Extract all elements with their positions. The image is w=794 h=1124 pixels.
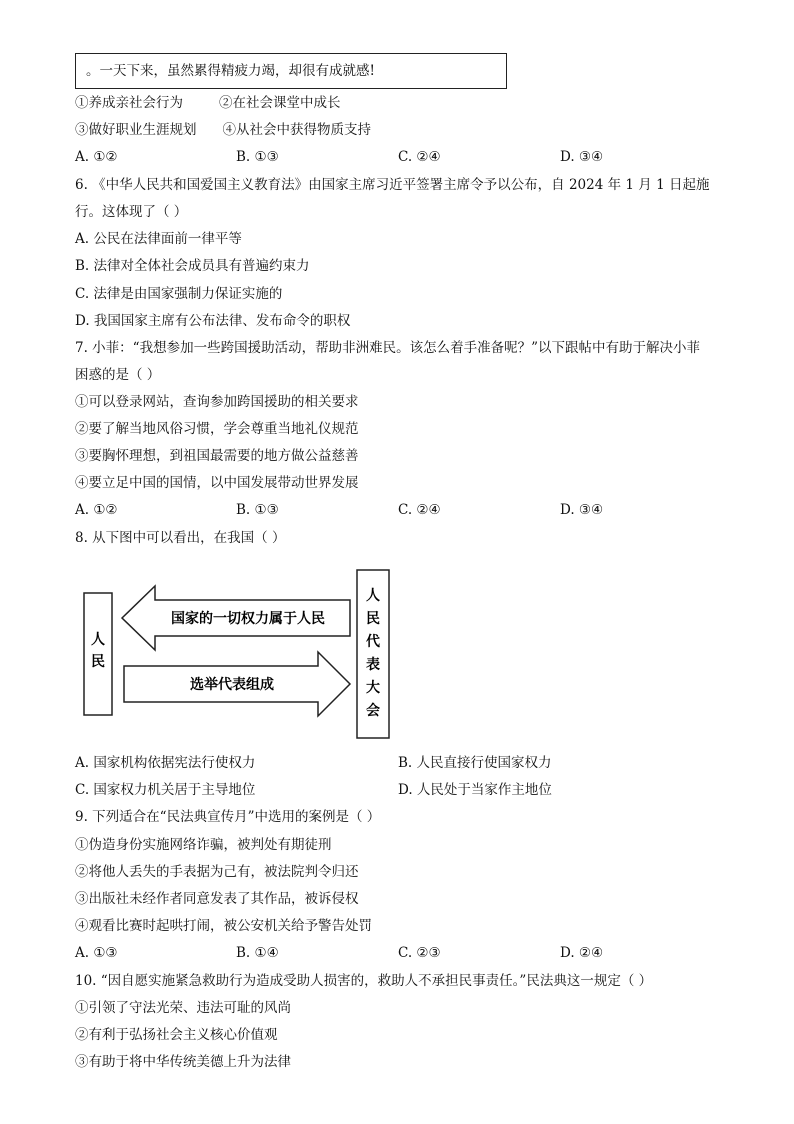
q8-option-d: D. 人民处于当家作主地位 (398, 782, 552, 798)
q6-option-d: D. 我国国家主席有公布法律、发布命令的职权 (75, 313, 351, 329)
q5-option-c: C. ②④ (398, 149, 441, 165)
congress-box-char-3: 代 (366, 634, 380, 650)
q9-option-d: D. ②④ (560, 945, 604, 961)
q10-statement-3: ③有助于将中华传统美德上升为法律 (75, 1054, 291, 1070)
q5-s2: ②在社会课堂中成长 (219, 95, 341, 111)
q6-option-a: A. 公民在法律面前一律平等 (75, 231, 242, 247)
q7-statement-2: ②要了解当地风俗习惯，学会尊重当地礼仪规范 (75, 421, 359, 437)
congress-box-char-6: 会 (366, 703, 380, 719)
q8-stem: 8. 从下图中可以看出，在我国（ ） (75, 530, 286, 546)
q7-stem-line1: 7. 小菲：“我想参加一些跨国援助活动，帮助非洲难民。该怎么着手准备呢？”以下跟帖中有助于解决小菲 (75, 340, 700, 356)
q5-option-a: A. ①② (75, 149, 118, 165)
q7-stem-line2: 困惑的是（ ） (75, 367, 161, 383)
people-box-char-1: 人 (91, 632, 105, 648)
congress-box-char-2: 民 (366, 611, 380, 627)
q7-statement-3: ③要胸怀理想，到祖国最需要的地方做公益慈善 (75, 448, 359, 464)
q9-option-c: C. ②③ (398, 945, 441, 961)
q5-statement-1-2 (75, 94, 341, 112)
q5-option-d: D. ③④ (560, 149, 604, 165)
q7-option-c: C. ②④ (398, 502, 441, 518)
q6-option-b: B. 法律对全体社会成员具有普遍约束力 (75, 258, 310, 274)
people-congress-diagram (80, 568, 400, 743)
q7-option-a: A. ①② (75, 502, 118, 518)
q9-stem: 9. 下列适合在“民法典宣传月”中选用的案例是（ ） (75, 809, 381, 825)
q8-option-c: C. 国家权力机关居于主导地位 (75, 782, 256, 798)
q7-statement-1: ①可以登录网站，查询参加跨国援助的相关要求 (75, 394, 359, 410)
q7-statement-4: ④要立足中国的国情，以中国发展带动世界发展 (75, 475, 359, 491)
arrow-right-label: 选举代表组成 (190, 677, 274, 693)
q7-option-b: B. ①③ (236, 502, 279, 518)
q10-statement-1: ①引领了守法光荣、违法可耻的风尚 (75, 1000, 291, 1016)
q6-stem-line1: 6. 《中华人民共和国爱国主义教育法》由国家主席习近平签署主席令予以公布，自 2024 年 1 月 1 日起施 (75, 177, 710, 193)
q8-option-b: B. 人民直接行使国家权力 (398, 755, 552, 771)
congress-box-char-1: 人 (366, 588, 380, 604)
congress-box-char-5: 大 (366, 680, 380, 696)
congress-box-char-4: 表 (366, 657, 380, 673)
q7-option-d: D. ③④ (560, 502, 604, 518)
q6-option-c: C. 法律是由国家强制力保证实施的 (75, 286, 283, 302)
q8-option-a: A. 国家机构依据宪法行使权力 (75, 755, 256, 771)
q9-statement-4: ④观看比赛时起哄打闹，被公安机关给予警告处罚 (75, 918, 372, 934)
q10-stem: 10. “因自愿实施紧急救助行为造成受助人损害的，救助人不承担民事责任。”民法典这一规定（ ） (75, 973, 653, 989)
q9-statement-1: ①伪造身份实施网络诈骗，被判处有期徒刑 (75, 837, 332, 853)
q5-s3: ③做好职业生涯规划 (75, 122, 197, 138)
q6-stem-line2: 行。这体现了（ ） (75, 204, 188, 220)
q5-statement-3-4 (75, 121, 371, 139)
arrow-left-label: 国家的一切权力属于人民 (171, 611, 325, 627)
excerpt-text: 。一天下来，虽然累得精疲力竭，却很有成就感! (86, 63, 375, 79)
people-box-char-2: 民 (91, 654, 105, 670)
q5-s1: ①养成亲社会行为 (75, 95, 183, 111)
q9-statement-2: ②将他人丢失的手表据为己有，被法院判令归还 (75, 864, 359, 880)
excerpt-box (75, 53, 507, 89)
q5-option-b: B. ①③ (236, 149, 279, 165)
q9-option-a: A. ①③ (75, 945, 118, 961)
q5-s4: ④从社会中获得物质支持 (222, 122, 371, 138)
q9-option-b: B. ①④ (236, 945, 279, 961)
q10-statement-2: ②有利于弘扬社会主义核心价值观 (75, 1027, 278, 1043)
q9-statement-3: ③出版社未经作者同意发表了其作品，被诉侵权 (75, 891, 359, 907)
